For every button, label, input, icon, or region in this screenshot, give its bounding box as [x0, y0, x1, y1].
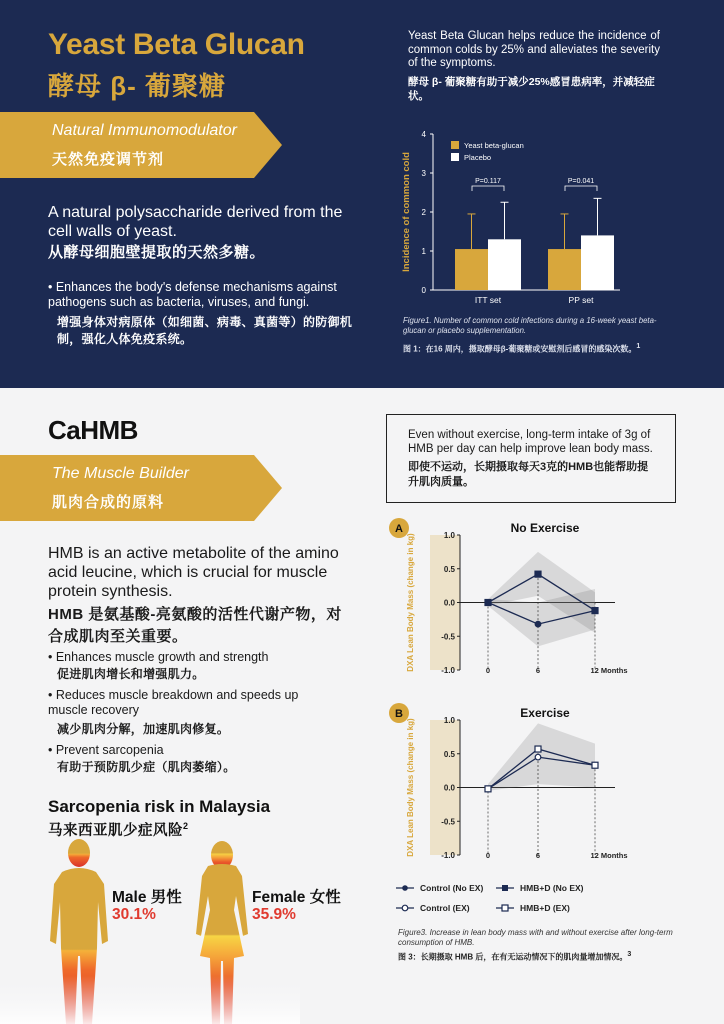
y-tick-label: 1.0	[443, 531, 455, 540]
cahmb-bullet-1-zh: 促进肌肉增长和增强肌力。	[57, 667, 205, 681]
beta-banner-zh: 天然免疫调节剂	[52, 151, 165, 168]
y-tick-label: -1.0	[441, 666, 455, 675]
figure3-caption-ref: 3	[627, 951, 632, 958]
cahmb-highlight-box	[386, 414, 676, 503]
y-tick-label: 3	[421, 169, 426, 178]
cahmb-box-zh: 即使不运动，长期摄取每天3克的HMB也能帮助提升肌肉质量。	[408, 461, 649, 488]
cahmb-banner	[0, 455, 282, 521]
panel-letter: B	[395, 708, 403, 720]
legend-hmb-ex: HMB+D (EX)	[520, 903, 570, 913]
data-point	[485, 600, 491, 606]
beta-banner	[0, 112, 282, 178]
chart1-caption-ref: 1	[636, 343, 641, 350]
y-tick-label: -1.0	[441, 851, 455, 860]
beta-bullet-en: • Enhances the body's defense mechanisms against pathogens such as bacteria, viruses, and fungi.	[48, 280, 337, 309]
sarcopenia-ref: 2	[183, 821, 189, 832]
chart1-caption-en: Figure1. Number of common cold infections during a 16-week yeast beta-glucan or placebo supplementation.	[403, 316, 657, 335]
y-axis-label: DXA Lean Body Mass (change in kg)	[406, 718, 415, 857]
cahmb-title: CaHMB	[48, 415, 138, 445]
bar-yeast-beta-glucan	[548, 249, 581, 290]
beta-title-zh: 酵母 β- 葡聚糖	[48, 71, 226, 101]
beta-title-en: Yeast Beta Glucan	[48, 28, 305, 61]
data-point	[485, 786, 491, 792]
x-tick-label: 0	[485, 666, 491, 675]
chart1-intro-zh: 酵母 β- 葡聚糖有助于减少25%感冒患病率，并减轻症状。	[408, 76, 655, 102]
p-value-label: P=0.041	[567, 178, 595, 185]
y-tick-label: 1	[421, 247, 426, 256]
cahmb-bullet-3-en: • Prevent sarcopenia	[48, 743, 164, 757]
y-axis-label: DXA Lean Body Mass (change in kg)	[406, 533, 415, 672]
x-tick-label: 12 Months	[590, 666, 628, 675]
data-point	[592, 608, 598, 614]
male-label: Male 男性	[112, 889, 182, 906]
panel-letter: A	[395, 523, 403, 535]
bar-placebo	[488, 239, 521, 290]
no-exercise-chart	[385, 515, 685, 685]
cahmb-bullet-3-zh: 有助于预防肌少症（肌肉萎缩）。	[57, 760, 236, 774]
cahmb-banner-zh: 肌肉合成的原料	[52, 494, 165, 511]
legend-marker-control-noex	[402, 885, 408, 891]
exercise-chart	[385, 700, 685, 870]
chart1-intro-en: Yeast Beta Glucan helps reduce the incidence of common colds by 25% and alleviates the severity of the symptoms.	[408, 30, 660, 69]
figure3-caption-en: Figure3. Increase in lean body mass with and without exercise after long-term consumption of HMB.	[398, 928, 673, 947]
y-tick-label: 4	[421, 130, 426, 139]
legend-label: Placebo	[464, 153, 492, 162]
data-point	[535, 746, 541, 752]
cold-incidence-chart	[395, 120, 685, 310]
chart-title: Exercise	[520, 706, 570, 720]
y-tick-label: 2	[421, 208, 426, 217]
data-point	[535, 754, 541, 760]
cahmb-lead-zh: HMB 是氨基酸-亮氨酸的活性代谢产物，对合成肌肉至关重要。	[48, 606, 342, 645]
cahmb-bullet-2-zh: 减少肌肉分解，加速肌肉修复。	[57, 722, 230, 736]
legend-control-ex: Control (EX)	[420, 903, 470, 913]
x-tick-label: ITT set	[474, 295, 502, 305]
female-percentage: 35.9%	[252, 906, 296, 923]
y-tick-label: 0.0	[443, 598, 455, 608]
beta-lead-en: A natural polysaccharide derived from the cell walls of yeast.	[48, 204, 343, 240]
figure3-caption-zh	[398, 951, 698, 963]
y-tick-label: 0.5	[443, 564, 455, 574]
chart1-caption-zh-text: 图 1：在16 周内，摄取酵母β-葡聚糖或安慰剂后感冒的感染次数。	[403, 344, 637, 354]
y-tick-label: 0	[421, 286, 426, 295]
beta-bullet-zh: 增强身体对病原体（如细菌、病毒、真菌等）的防御机制，强化人体免疫系统。	[57, 315, 353, 346]
legend-control-noex: Control (No EX)	[420, 883, 484, 893]
y-axis-label: Incidence of common cold	[401, 152, 412, 272]
figure3-legend	[392, 880, 692, 920]
chart-title: No Exercise	[510, 521, 580, 535]
legend-hmb-noex: HMB+D (No EX)	[520, 883, 584, 893]
y-tick-label: -0.5	[441, 632, 455, 642]
female-label: Female 女性	[252, 889, 341, 906]
y-tick-label: 0.0	[443, 783, 455, 793]
cahmb-box-en: Even without exercise, long-term intake of 3g of HMB per day can help improve lean body mass.	[408, 429, 653, 455]
y-tick-label: 1.0	[443, 716, 455, 725]
data-point	[535, 571, 541, 577]
x-tick-label: 6	[535, 666, 541, 675]
x-tick-label: 6	[535, 851, 541, 860]
p-bracket	[472, 186, 504, 191]
beta-lead-zh: 从酵母细胞壁提取的天然多糖。	[48, 244, 266, 261]
legend-label: Yeast beta-glucan	[464, 141, 524, 150]
figure3-caption-zh-text: 图 3：长期摄取 HMB 后，在有无运动情况下的肌肉量增加情况。	[398, 952, 628, 962]
sarcopenia-title-zh-text: 马来西亚肌少症风险	[48, 823, 183, 839]
x-tick-label: 0	[485, 851, 491, 860]
sarcopenia-title-en: Sarcopenia risk in Malaysia	[48, 797, 271, 816]
cahmb-lead-en: HMB is an active metabolite of the amino acid leucine, which is crucial for muscle protein synthesis.	[48, 545, 339, 600]
data-point	[592, 762, 598, 768]
p-value-label: P=0.117	[475, 178, 501, 185]
legend-marker-hmb-noex	[502, 885, 508, 891]
cahmb-banner-en: The Muscle Builder	[52, 465, 189, 482]
y-tick-label: -0.5	[441, 817, 455, 827]
legend-marker-control-ex	[402, 905, 408, 911]
cahmb-bullet-1-en: • Enhances muscle growth and strength	[48, 650, 269, 664]
chart1-caption-zh	[403, 343, 683, 355]
x-tick-label: 12 Months	[590, 851, 628, 860]
beta-banner-en: Natural Immunomodulator	[52, 122, 237, 139]
data-point	[535, 621, 541, 627]
y-tick-label: 0.5	[443, 749, 455, 759]
bar-yeast-beta-glucan	[455, 249, 488, 290]
cahmb-bullet-2-en: • Reduces muscle breakdown and speeds up muscle recovery	[48, 688, 299, 717]
beta-glucan-section	[0, 0, 724, 388]
x-tick-label: PP set	[568, 295, 594, 305]
p-bracket	[565, 186, 597, 191]
legend-swatch	[451, 141, 459, 149]
legend-marker-hmb-ex	[502, 905, 508, 911]
legend-swatch	[451, 153, 459, 161]
bar-placebo	[581, 235, 614, 290]
male-percentage: 30.1%	[112, 906, 156, 923]
